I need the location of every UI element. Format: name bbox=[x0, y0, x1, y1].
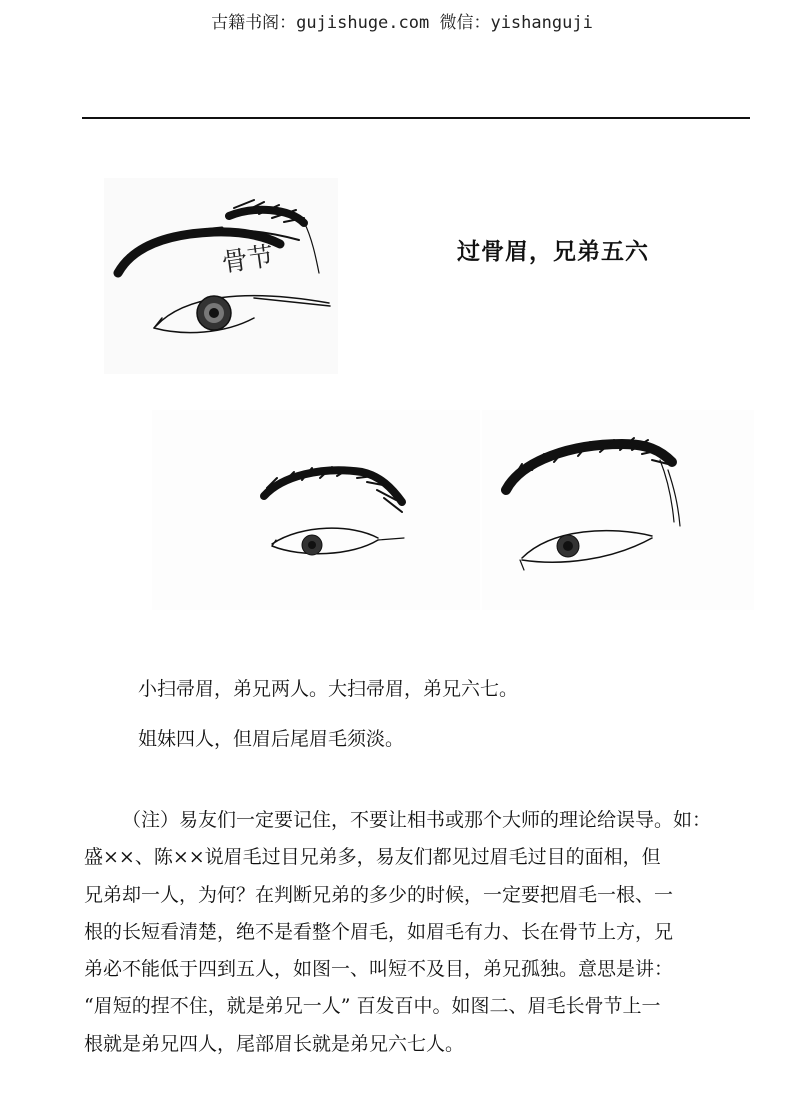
horizontal-rule bbox=[82, 117, 750, 119]
note-line: （注）易友们一定要记住，不要让相书或那个大师的理论给误导。如： bbox=[122, 809, 712, 831]
note-line: 根的长短看清楚，绝不是看整个眉毛，如眉毛有力、长在骨节上方，兄 bbox=[84, 920, 674, 943]
note-line: 盛××、陈××说眉毛过目兄弟多，易友们都见过眉毛过目的面相，但 bbox=[84, 846, 661, 869]
paragraph-sisters: 姐妹四人，但眉后尾眉毛须淡。 bbox=[138, 728, 405, 750]
note-line: 弟必不能低于四到五人，如图一、叫短不及目，弟兄孤独。意思是讲： bbox=[84, 958, 674, 981]
eyebrow-eye-sketch-2 bbox=[152, 410, 480, 610]
eyebrow-eye-sketch-1 bbox=[104, 178, 338, 374]
eyebrow-illustration-bone-ridge bbox=[104, 178, 338, 374]
figure-caption: 过骨眉，兄弟五六 bbox=[457, 239, 649, 265]
note-paragraph bbox=[84, 802, 752, 1063]
note-line: “眉短的捏不住，就是弟兄一人” 百发百中。如图二、眉毛长骨节上一 bbox=[84, 995, 661, 1018]
eyebrow-eye-sketch-3 bbox=[482, 410, 754, 610]
handwritten-label: 骨节 bbox=[219, 241, 276, 279]
paragraph-broom-eyebrow: 小扫帚眉，弟兄两人。大扫帚眉，弟兄六七。 bbox=[138, 678, 519, 700]
note-line: 根就是弟兄四人，尾部眉长就是弟兄六七人。 bbox=[84, 1032, 465, 1055]
note-line: 兄弟却一人，为何？在判断兄弟的多少的时候，一定要把眉毛一根、一 bbox=[84, 883, 674, 906]
eyebrow-illustration-big-broom bbox=[482, 410, 754, 610]
eyebrow-illustration-small-broom bbox=[152, 410, 480, 610]
watermark-header: 古籍书阁：gujishuge.com 微信：yishanguji bbox=[211, 13, 593, 33]
